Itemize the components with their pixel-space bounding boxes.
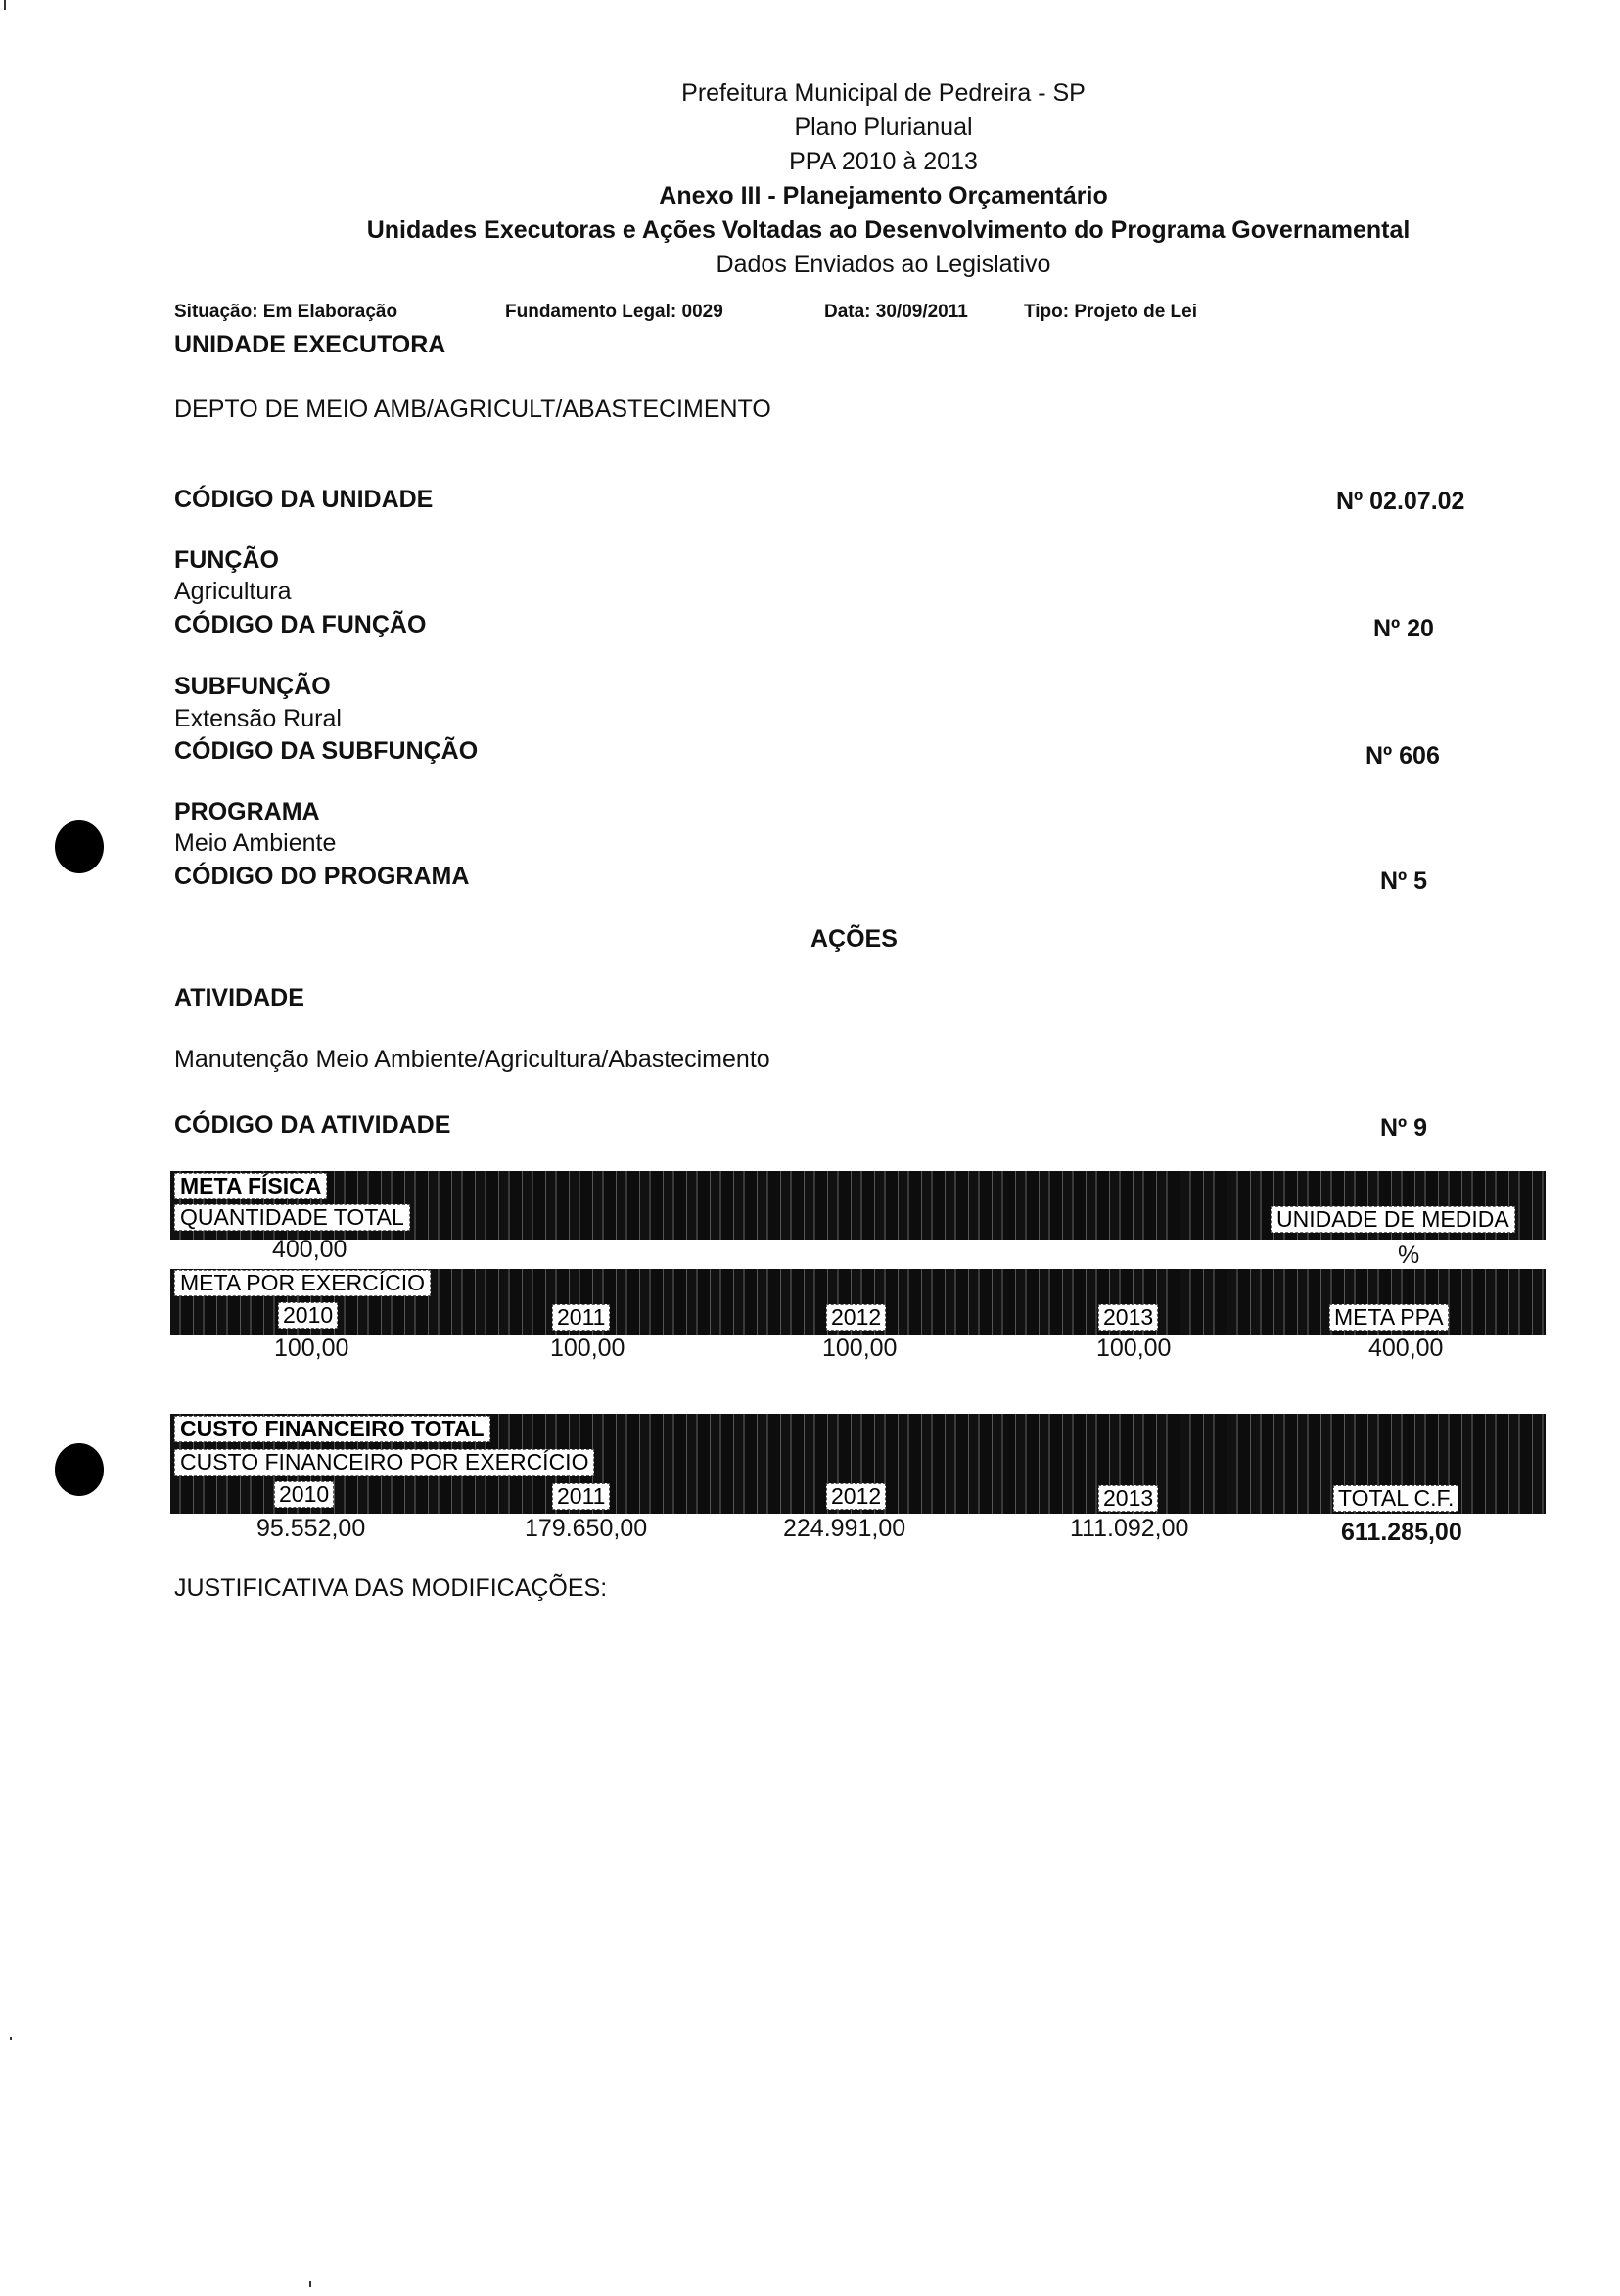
codigo-unidade-value: Nº 02.07.02 <box>1336 488 1465 515</box>
subfuncao-label: SUBFUNÇÃO <box>174 673 331 700</box>
programa-label: PROGRAMA <box>174 798 320 825</box>
quantidade-total-label: QUANTIDADE TOTAL <box>174 1204 410 1231</box>
punch-hole-top <box>55 820 104 873</box>
header-ppa: PPA 2010 à 2013 <box>789 148 978 175</box>
total-cf-label: TOTAL C.F. <box>1333 1485 1458 1512</box>
custo-total-label: CUSTO FINANCEIRO TOTAL <box>174 1416 490 1442</box>
codigo-programa-label: CÓDIGO DO PROGRAMA <box>174 863 470 890</box>
header-unidades: Unidades Executoras e Ações Voltadas ao Desenvolvimento do Programa Governamental <box>366 216 1411 244</box>
meta-data: Data: 30/09/2011 <box>824 302 968 322</box>
punch-hole-bottom <box>55 1443 104 1496</box>
codigo-unidade-label: CÓDIGO DA UNIDADE <box>174 486 434 513</box>
justificativa-label: JUSTIFICATIVA DAS MODIFICAÇÕES: <box>174 1574 608 1602</box>
codigo-subfuncao-label: CÓDIGO DA SUBFUNÇÃO <box>174 737 479 765</box>
meta-fisica-title: META FÍSICA <box>174 1173 327 1199</box>
header-prefeitura: Prefeitura Municipal de Pedreira - SP <box>681 79 1086 107</box>
codigo-subfuncao-value: Nº 606 <box>1365 742 1440 770</box>
meta-value-2013: 100,00 <box>1096 1335 1172 1362</box>
funcao-label: FUNÇÃO <box>174 546 279 574</box>
document-header <box>0 76 1620 282</box>
meta-year-2013: 2013 <box>1098 1304 1158 1331</box>
meta-ppa-value: 400,00 <box>1368 1335 1444 1362</box>
atividade-value: Manutenção Meio Ambiente/Agricultura/Abastecimento <box>174 1046 770 1073</box>
custo-value-2013: 111.092,00 <box>1070 1515 1189 1542</box>
meta-value-2010: 100,00 <box>274 1335 349 1362</box>
unidade-medida-label: UNIDADE DE MEDIDA <box>1271 1206 1515 1233</box>
codigo-funcao-label: CÓDIGO DA FUNÇÃO <box>174 611 427 638</box>
scan-mark-bottom <box>309 2281 311 2287</box>
meta-year-2011: 2011 <box>552 1304 610 1331</box>
unidade-medida-value: % <box>1398 1242 1420 1269</box>
funcao-value: Agricultura <box>174 578 292 605</box>
unidade-name: DEPTO DE MEIO AMB/AGRICULT/ABASTECIMENTO <box>174 396 771 423</box>
meta-por-exercicio-label: META POR EXERCÍCIO <box>174 1270 431 1296</box>
programa-value: Meio Ambiente <box>174 829 337 857</box>
codigo-atividade-label: CÓDIGO DA ATIVIDADE <box>174 1111 451 1139</box>
custo-value-2012: 224.991,00 <box>783 1515 906 1542</box>
codigo-programa-value: Nº 5 <box>1380 867 1428 895</box>
unidade-executora-title: UNIDADE EXECUTORA <box>174 331 446 358</box>
custo-year-2013: 2013 <box>1098 1485 1158 1512</box>
codigo-funcao-value: Nº 20 <box>1373 615 1434 642</box>
meta-value-2012: 100,00 <box>822 1335 898 1362</box>
custo-year-2011: 2011 <box>552 1483 610 1510</box>
meta-ppa-label: META PPA <box>1329 1304 1449 1331</box>
custo-value-2011: 179.650,00 <box>525 1515 648 1542</box>
acoes-title: AÇÕES <box>810 925 898 953</box>
header-dados: Dados Enviados ao Legislativo <box>716 251 1051 278</box>
meta-situacao: Situação: Em Elaboração <box>174 302 398 322</box>
meta-fundamento: Fundamento Legal: 0029 <box>505 302 723 322</box>
quantidade-total-value: 400,00 <box>272 1236 347 1263</box>
custo-value-2010: 95.552,00 <box>256 1515 366 1542</box>
meta-value-2011: 100,00 <box>550 1335 625 1362</box>
codigo-atividade-value: Nº 9 <box>1380 1114 1428 1142</box>
meta-tipo: Tipo: Projeto de Lei <box>1024 302 1197 322</box>
meta-year-2012: 2012 <box>826 1304 886 1331</box>
atividade-label: ATIVIDADE <box>174 984 304 1011</box>
header-plano: Plano Plurianual <box>794 114 973 141</box>
custo-year-2010: 2010 <box>274 1481 334 1508</box>
total-cf-value: 611.285,00 <box>1341 1519 1462 1546</box>
custo-year-2012: 2012 <box>826 1483 886 1510</box>
scan-mark-top <box>4 0 6 10</box>
custo-exercicio-label: CUSTO FINANCEIRO POR EXERCÍCIO <box>174 1449 594 1476</box>
meta-year-2010: 2010 <box>278 1302 338 1329</box>
subfuncao-value: Extensão Rural <box>174 705 342 732</box>
scan-mark-left <box>10 2037 12 2040</box>
header-anexo: Anexo III - Planejamento Orçamentário <box>659 182 1108 210</box>
